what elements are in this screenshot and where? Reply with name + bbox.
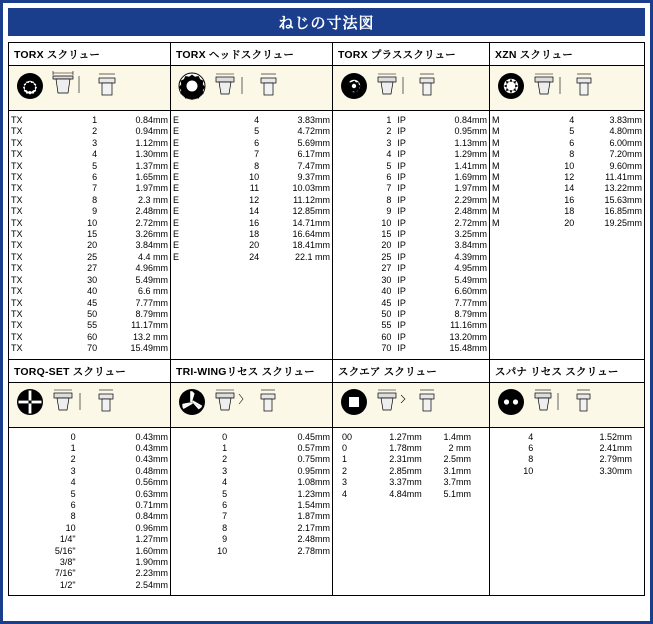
- torx-screw-head-view: [93, 70, 121, 107]
- panel-table-body: [9, 428, 170, 596]
- panel-figure: [171, 66, 332, 111]
- table-row: 60 IP 13.20mm: [381, 331, 487, 342]
- torx-plus-screw-head-view: [415, 70, 441, 107]
- panel-figure: [490, 383, 644, 428]
- table-row: 8 2.79mm: [528, 454, 632, 465]
- torx-head-screw-side-view: [211, 70, 251, 107]
- torx-plus-screw-table: [333, 115, 489, 355]
- table-row: TX 70 15.49mm: [11, 343, 168, 354]
- table-row: TX 27 4.96mm: [11, 263, 168, 274]
- table-row: TX 60 13.2 mm: [11, 331, 168, 342]
- panel-grid: [8, 42, 645, 596]
- panel-title: TORX スクリュー: [9, 43, 170, 66]
- table-row: E 6 5.69mm: [173, 137, 330, 148]
- square-screw-side-view: [373, 386, 411, 423]
- square-screw-table: [333, 432, 489, 500]
- table-row: E 7 6.17mm: [173, 149, 330, 160]
- table-row: 1 0.57mm: [222, 442, 330, 453]
- table-row: M 6 6.00mm: [492, 137, 642, 148]
- table-row: 9 2.48mm: [222, 534, 330, 545]
- table-row: 1/2" 2.54mm: [59, 579, 168, 590]
- table-row: M 14 13.22mm: [492, 183, 642, 194]
- table-row: 0 0.43mm: [70, 431, 168, 442]
- table-row: 5 IP 1.41mm: [386, 160, 487, 171]
- torq-set-screw-table: [9, 432, 170, 592]
- xzn-head-icon: [496, 71, 526, 106]
- table-row: 10 IP 2.72mm: [381, 217, 487, 228]
- table-row: E 16 14.71mm: [173, 217, 330, 228]
- table-row: TX 3 1.12mm: [11, 137, 168, 148]
- table-row: 4 0.56mm: [70, 477, 168, 488]
- table-row: 4 1.52mm: [528, 431, 632, 442]
- panel-torx-head-screw: [171, 43, 333, 359]
- table-row: 30 IP 5.49mm: [381, 274, 487, 285]
- table-row: TX 6 1.65mm: [11, 172, 168, 183]
- torq-set-screw-head-view: [93, 386, 121, 423]
- table-row: 2 0.43mm: [70, 454, 168, 465]
- table-row: TX 1 0.84mm: [11, 115, 168, 125]
- page-title: ねじの寸法図: [8, 8, 645, 36]
- table-row: TX 2 0.94mm: [11, 126, 168, 137]
- table-row: 7 IP 1.97mm: [386, 183, 487, 194]
- torx-head-screw-table: [171, 115, 332, 263]
- panel-torq-set-screw: [9, 360, 171, 596]
- table-row: TX 15 3.26mm: [11, 229, 168, 240]
- table-row: 20 IP 3.84mm: [381, 240, 487, 251]
- panel-table-body: [333, 428, 489, 596]
- table-row: E 8 7.47mm: [173, 160, 330, 171]
- spanner-head-icon: [496, 387, 526, 422]
- panel-table-body: [171, 111, 332, 359]
- table-row: M 4 3.83mm: [492, 115, 642, 125]
- table-row: TX 45 7.77mm: [11, 297, 168, 308]
- table-row: 4 4.84mm 5.1mm: [342, 488, 471, 499]
- table-row: 3 3.37mm 3.7mm: [342, 477, 471, 488]
- table-row: 5 1.23mm: [222, 488, 330, 499]
- table-row: 27 IP 4.95mm: [381, 263, 487, 274]
- table-row: E 12 11.12mm: [173, 194, 330, 205]
- panel-row-bottom: [9, 360, 644, 596]
- table-row: M 5 4.80mm: [492, 126, 642, 137]
- table-row: E 5 4.72mm: [173, 126, 330, 137]
- torx-external-head-icon: [177, 71, 207, 106]
- torx-head-icon: [15, 71, 45, 106]
- panel-figure: [9, 383, 170, 428]
- panel-torx-plus-screw: [333, 43, 490, 359]
- table-row: E 14 12.85mm: [173, 206, 330, 217]
- xzn-screw-table: [490, 115, 644, 229]
- xzn-screw-side-view: [530, 70, 568, 107]
- square-screw-head-view: [415, 386, 441, 423]
- table-row: 45 IP 7.77mm: [381, 297, 487, 308]
- table-row: TX 8 2.3 mm: [11, 194, 168, 205]
- table-row: 55 IP 11.16mm: [381, 320, 487, 331]
- panel-title: TRI-WINGリセス スクリュー: [171, 360, 332, 383]
- table-row: 10 2.78mm: [217, 545, 330, 556]
- spanner-screw-table: [490, 432, 644, 478]
- table-row: M 10 9.60mm: [492, 160, 642, 171]
- spanner-screw-head-view: [572, 386, 598, 423]
- panel-figure: [171, 383, 332, 428]
- table-row: 2 2.85mm 3.1mm: [342, 465, 471, 476]
- table-row: M 8 7.20mm: [492, 149, 642, 160]
- table-row: 8 IP 2.29mm: [386, 194, 487, 205]
- panel-table-body: [490, 111, 644, 359]
- table-row: 5/16" 1.60mm: [54, 545, 168, 556]
- table-row: 3 0.95mm: [222, 465, 330, 476]
- table-row: M 18 16.85mm: [492, 206, 642, 217]
- torx-head-screw-head-view: [255, 70, 283, 107]
- tri-wing-head-icon: [177, 387, 207, 422]
- table-row: TX 5 1.37mm: [11, 160, 168, 171]
- table-row: E 11 10.03mm: [173, 183, 330, 194]
- panel-xzn-screw: [490, 43, 644, 359]
- table-row: TX 10 2.72mm: [11, 217, 168, 228]
- xzn-screw-head-view: [572, 70, 598, 107]
- panel-title: スパナ リセス スクリュー: [490, 360, 644, 383]
- torx-plus-head-icon: [339, 71, 369, 106]
- table-row: 2 0.75mm: [222, 454, 330, 465]
- table-row: TX 30 5.49mm: [11, 274, 168, 285]
- panel-spanner-screw: [490, 360, 644, 596]
- table-row: 6 2.41mm: [528, 442, 632, 453]
- table-row: 10 0.96mm: [65, 522, 168, 533]
- panel-table-body: [9, 111, 170, 359]
- torx-screw-table: [9, 115, 170, 355]
- table-row: 3 0.48mm: [70, 465, 168, 476]
- table-row: 3/8" 1.90mm: [59, 557, 168, 567]
- panel-torx-screw: [9, 43, 171, 359]
- table-row: 0 0.45mm: [222, 431, 330, 442]
- panel-title: TORX プラススクリュー: [333, 43, 489, 66]
- panel-table-body: [333, 111, 489, 359]
- table-row: TX 55 11.17mm: [11, 320, 168, 331]
- panel-square-screw: [333, 360, 490, 596]
- table-row: 8 2.17mm: [222, 522, 330, 533]
- table-row: M 16 15.63mm: [492, 194, 642, 205]
- tri-wing-screw-table: [171, 432, 332, 557]
- table-row: 4 IP 1.29mm: [386, 149, 487, 160]
- table-row: 00 1.27mm 1.4mm: [342, 431, 471, 442]
- panel-table-body: [171, 428, 332, 596]
- table-row: 6 1.54mm: [222, 499, 330, 510]
- table-row: 2 IP 0.95mm: [386, 126, 487, 137]
- table-row: TX 9 2.48mm: [11, 206, 168, 217]
- panel-figure: [333, 383, 489, 428]
- table-row: TX 40 6.6 mm: [11, 286, 168, 297]
- table-row: E 18 16.64mm: [173, 229, 330, 240]
- torq-set-head-icon: [15, 387, 45, 422]
- panel-table-body: [490, 428, 644, 596]
- table-row: TX 7 1.97mm: [11, 183, 168, 194]
- table-row: 70 IP 15.48mm: [381, 343, 487, 354]
- torx-plus-screw-side-view: [373, 70, 411, 107]
- table-row: 7 1.87mm: [222, 511, 330, 522]
- tri-wing-screw-head-view: [255, 386, 283, 423]
- table-row: TX 20 3.84mm: [11, 240, 168, 251]
- torq-set-screw-side-view: [49, 386, 89, 423]
- table-row: 10 3.30mm: [523, 465, 632, 476]
- table-row: 7/16" 2.23mm: [54, 568, 168, 579]
- panel-title: スクエア スクリュー: [333, 360, 489, 383]
- table-row: 6 0.71mm: [70, 499, 168, 510]
- table-row: 25 IP 4.39mm: [381, 251, 487, 262]
- panel-figure: [333, 66, 489, 111]
- table-row: 1 2.31mm 2.5mm: [342, 454, 471, 465]
- panel-tri-wing-screw: [171, 360, 333, 596]
- panel-figure: [9, 66, 170, 111]
- table-row: TX 4 1.30mm: [11, 149, 168, 160]
- table-row: 9 IP 2.48mm: [386, 206, 487, 217]
- table-row: TX 25 4.4 mm: [11, 251, 168, 262]
- torx-screw-side-view: [49, 70, 89, 107]
- table-row: M 20 19.25mm: [492, 217, 642, 228]
- table-row: 0 1.78mm 2 mm: [342, 442, 471, 453]
- table-row: 1 IP 0.84mm: [386, 115, 487, 125]
- table-row: E 4 3.83mm: [173, 115, 330, 125]
- square-head-icon: [339, 387, 369, 422]
- table-row: 40 IP 6.60mm: [381, 286, 487, 297]
- table-row: 4 1.08mm: [222, 477, 330, 488]
- table-row: 6 IP 1.69mm: [386, 172, 487, 183]
- table-row: 1 0.43mm: [70, 442, 168, 453]
- table-row: M 12 11.41mm: [492, 172, 642, 183]
- spanner-screw-side-view: [530, 386, 568, 423]
- panel-title: TORQ-SET スクリュー: [9, 360, 170, 383]
- table-row: 5 0.63mm: [70, 488, 168, 499]
- table-row: E 20 18.41mm: [173, 240, 330, 251]
- table-row: 3 IP 1.13mm: [386, 137, 487, 148]
- panel-row-top: [9, 43, 644, 360]
- table-row: 15 IP 3.25mm: [381, 229, 487, 240]
- table-row: 50 IP 8.79mm: [381, 308, 487, 319]
- tri-wing-screw-side-view: [211, 386, 251, 423]
- table-row: E 10 9.37mm: [173, 172, 330, 183]
- panel-title: TORX ヘッドスクリュー: [171, 43, 332, 66]
- panel-figure: [490, 66, 644, 111]
- table-row: 1/4" 1.27mm: [59, 534, 168, 545]
- table-row: E 24 22.1 mm: [173, 251, 330, 262]
- table-row: TX 50 8.79mm: [11, 308, 168, 319]
- panel-title: XZN スクリュー: [490, 43, 644, 66]
- table-row: 8 0.84mm: [70, 511, 168, 522]
